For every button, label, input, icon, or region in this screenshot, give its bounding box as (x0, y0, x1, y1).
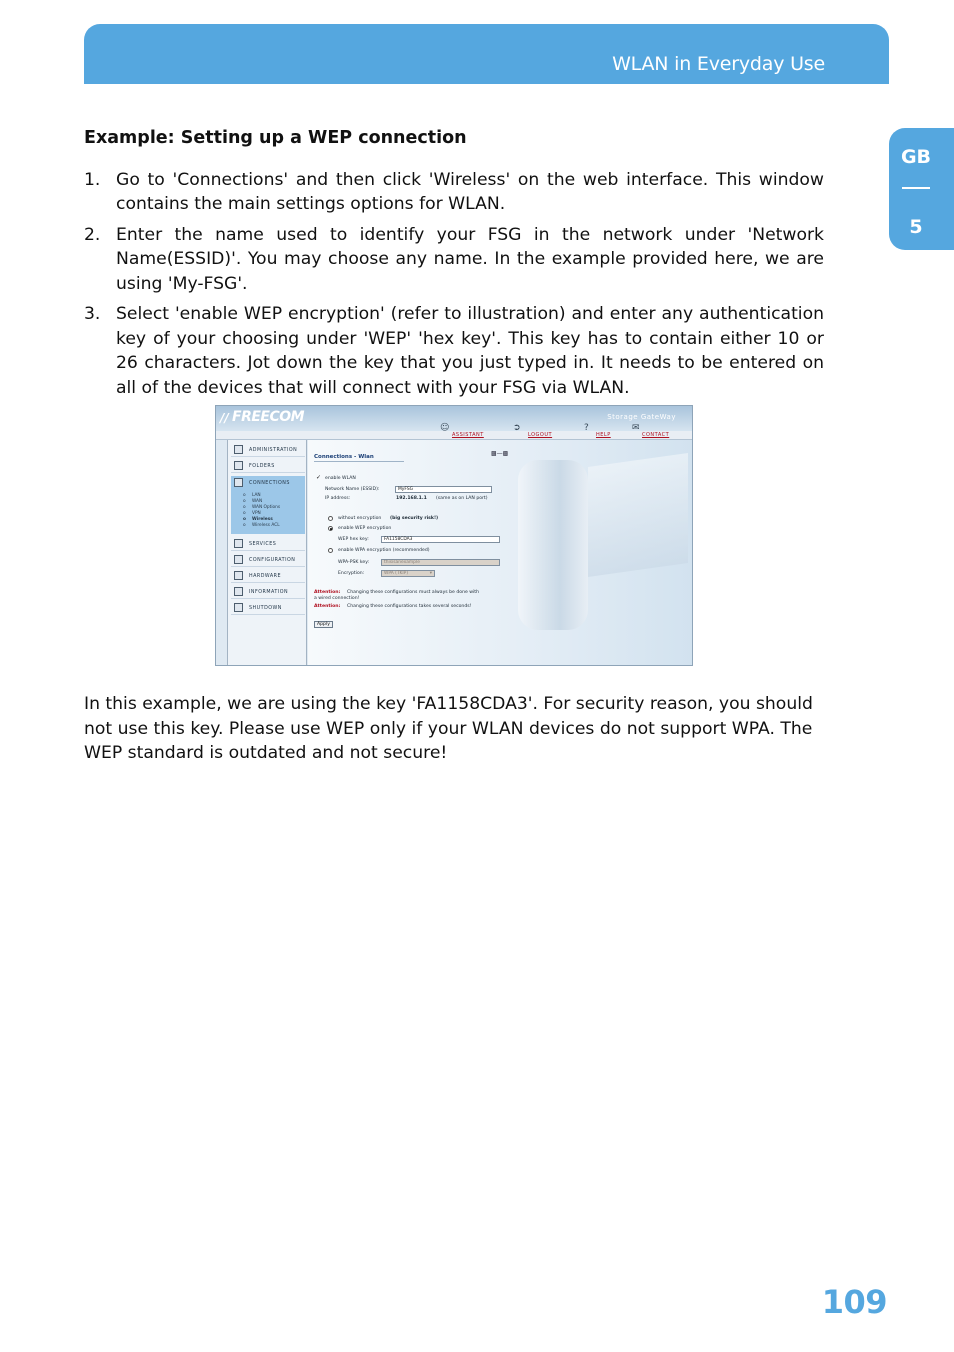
web-interface-screenshot (215, 405, 693, 666)
step-item (84, 223, 824, 297)
hardware-icon (234, 571, 243, 580)
attention-label-1: Attention: (314, 590, 341, 595)
ss-nav-help[interactable]: HELP (596, 432, 611, 438)
attention-text-2: Changing these configurations takes several seconds! (347, 604, 472, 609)
attention-text-1: Changing these configurations must always be done with (347, 590, 480, 595)
step-number: 3. (84, 304, 101, 324)
page-number: 109 (821, 1283, 887, 1321)
assistant-icon: ☺ (440, 423, 450, 433)
administration-icon (234, 445, 243, 454)
wpa-key-input[interactable]: thisisanexample (381, 559, 500, 566)
wpa-encryption-label: enable WPA encryption (recommended) (338, 548, 430, 553)
ss-menu-services[interactable]: SERVICES (231, 537, 305, 551)
ss-submenu-wireless[interactable]: o Wireless (252, 517, 273, 522)
wep-key-label: WEP hex key: (338, 537, 369, 542)
ip-value: 192.168.1.1 (396, 496, 427, 501)
ss-submenu-lan[interactable]: o LAN (252, 493, 261, 498)
language-label: GB (900, 146, 932, 168)
essid-input[interactable]: MyFSG (395, 486, 492, 493)
ss-menu-folders[interactable]: FOLDERS (231, 459, 305, 473)
help-icon: ? (584, 423, 589, 433)
enable-wlan-label: enable WLAN (325, 476, 356, 481)
section-heading: Example: Setting up a WEP connection (84, 128, 467, 148)
chapter-header-bar (84, 24, 889, 84)
ss-menu-shutdown[interactable]: SHUTDOWN (231, 601, 305, 615)
gateway-illustration (518, 460, 588, 630)
ss-submenu-wireless-acl[interactable]: o Wireless ACL (252, 523, 280, 528)
ss-menu-administration[interactable]: ADMINISTRATION (231, 443, 305, 457)
ss-nav-assistant[interactable]: ASSISTANT (452, 432, 484, 438)
attention-text-1b: a wired connection! (314, 596, 360, 601)
ss-page-title: Connections - Wlan (314, 454, 374, 460)
side-tab-divider (902, 187, 930, 189)
ss-nav-logout[interactable]: LOGOUT (528, 432, 553, 438)
folder-icon (234, 461, 243, 470)
wep-encryption-radio[interactable] (328, 526, 333, 531)
side-tab (889, 128, 954, 250)
ss-submenu-wan[interactable]: o WAN (252, 499, 262, 504)
ss-logo: FREECOM (232, 409, 305, 425)
services-icon (234, 539, 243, 548)
encryption-select-value: WPA (TKIP) (384, 571, 409, 576)
freecom-logo-icon: // (220, 411, 229, 425)
step-text: Enter the name used to identify your FSG in the network under 'Network Name(ESSID)'. You may choose any name. In the example provided here, we are using 'My-FSG'. (116, 224, 824, 294)
logout-icon: ➲ (513, 423, 521, 433)
essid-label: Network Name (ESSID): (325, 487, 380, 492)
ip-label: IP address: (325, 496, 351, 501)
step-text: Go to 'Connections' and then click 'Wireless' on the web interface. This window contains the main settings options for WLAN. (116, 169, 824, 214)
ss-title-underline (314, 461, 404, 462)
connections-icon (234, 478, 243, 487)
step-item (84, 168, 824, 217)
configuration-icon (234, 555, 243, 564)
no-encryption-note: (big security risk!) (390, 516, 439, 521)
encryption-label: Encryption: (338, 571, 365, 576)
explanation-paragraph: In this example, we are using the key 'FA1158CDA3'. For security reason, you should not use this key. Please use WEP only if your WLAN devices do not support WPA. The WEP standard is outdated and not secure! (84, 694, 813, 763)
chapter-title: WLAN in Everyday Use (612, 53, 825, 75)
ss-main-panel (308, 440, 693, 666)
wep-key-input[interactable]: FA1158CDA3 (381, 536, 500, 543)
ss-submenu-vpn[interactable]: o VPN (252, 511, 261, 516)
no-encryption-radio[interactable] (328, 516, 333, 521)
network-icon: ▩—▩ (491, 450, 509, 457)
apply-button[interactable]: Apply (314, 621, 333, 628)
encryption-select[interactable] (381, 570, 435, 577)
ss-navbar (216, 423, 692, 440)
information-icon (234, 587, 243, 596)
wpa-key-label: WPA-PSK key: (338, 560, 370, 565)
monitor-illustration (588, 453, 688, 577)
steps-list (84, 168, 824, 401)
wep-encryption-label: enable WEP encryption (338, 526, 392, 531)
shutdown-icon (234, 603, 243, 612)
no-encryption-label: without encryption (338, 516, 382, 521)
step-text: Select 'enable WEP encryption' (refer to illustration) and enter any authentication key of your choosing under 'WEP' 'hex key'. This key has to contain either 10 or 26 characters. Jot down the key that you just typed in. It needs to be entered on all of the devices that will connect with your FSG via WLAN. (116, 304, 824, 398)
chevron-down-icon: ▾ (429, 571, 432, 576)
main-content (84, 126, 824, 406)
ss-top-banner (216, 406, 692, 431)
wpa-encryption-radio[interactable] (328, 548, 333, 553)
chapter-number: 5 (909, 216, 923, 238)
ss-menu-information[interactable]: INFORMATION (231, 585, 305, 599)
contact-icon: ✉ (632, 423, 640, 433)
ss-brand: Storage GateWay (607, 413, 676, 421)
ss-nav-contact[interactable]: CONTACT (642, 432, 670, 438)
step-number: 1. (84, 169, 101, 190)
ip-note: (same as on LAN port) (436, 496, 488, 501)
attention-label-2: Attention: (314, 604, 341, 609)
enable-wlan-checkbox[interactable]: ✓ (316, 474, 322, 481)
ss-menu-configuration[interactable]: CONFIGURATION (231, 553, 305, 567)
ss-menu-hardware[interactable]: HARDWARE (231, 569, 305, 583)
step-number: 2. (84, 224, 101, 245)
ss-sidebar (227, 440, 307, 666)
ss-submenu-wan-options[interactable]: o WAN Options (252, 505, 280, 510)
step-item (84, 302, 824, 400)
ss-menu-connections[interactable]: CONNECTIONS (231, 476, 305, 490)
